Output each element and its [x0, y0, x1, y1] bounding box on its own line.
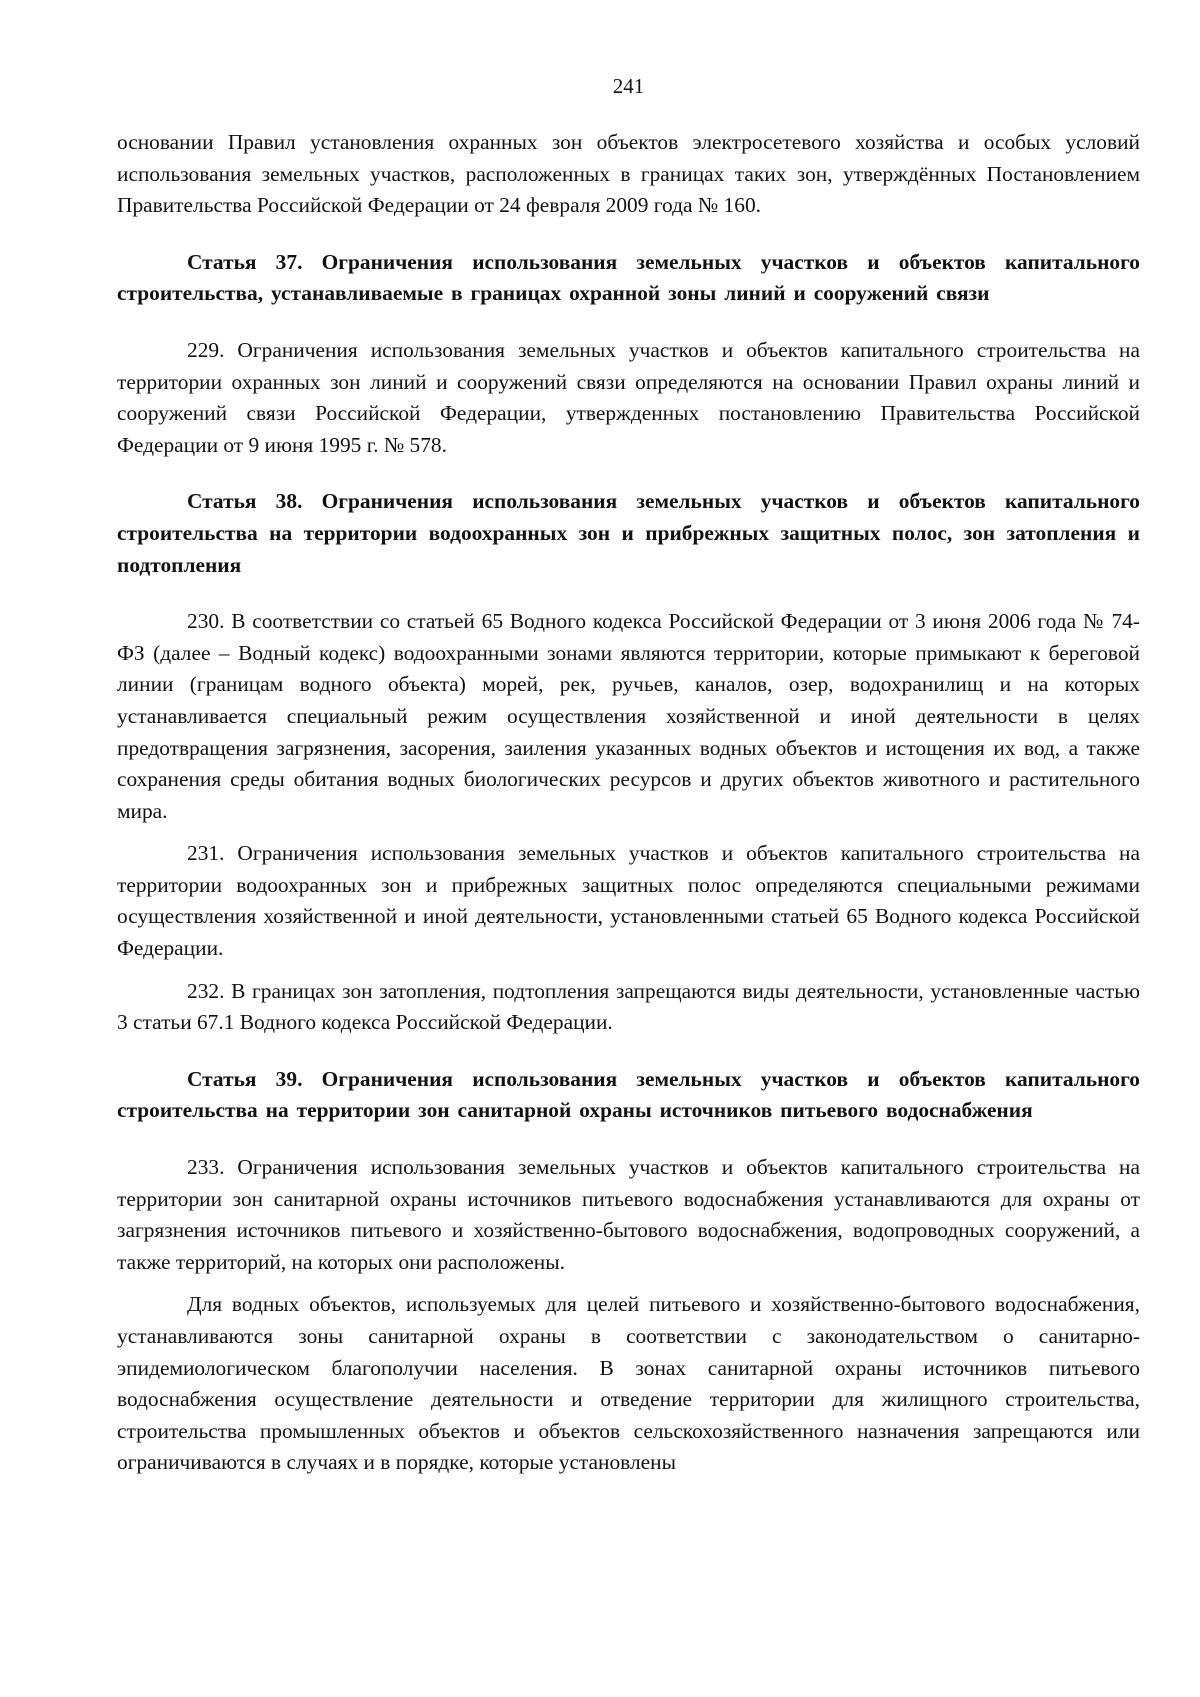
paragraph-233-continuation: Для водных объектов, используемых для целей питьевого и хозяйственно-бытового водоснабжения, устанавливаются зоны санитарной охраны в соответствии с законодательством о санитарно-эпидемиологическом благополучии населения. В зонах санитарной охраны источников питьевого водоснабжения осуществление деятельности и отведение территории для жилищного строительства, строительства промышленных объектов и объектов сельскохозяйственного назначения запрещаются или ограничиваются в случаях и в порядке, которые установлены: [117, 1292, 1140, 1475]
paragraph-229: 229. Ограничения использования земельных участков и объектов капитального строительства на территории охранных зон линий и сооружений связи определяются на основании Правил охраны линий и сооружений связи Российской Федерации, утвержденных постановлению Правительства Российской Федерации от 9 июня 1995 г. № 578.: [117, 337, 1140, 457]
page-number: 241: [612, 74, 645, 98]
document-body: [117, 127, 1140, 1479]
article-38-heading: Статья 38. Ограничения использования земельных участков и объектов капитального строительства на территории водоохранных зон и прибрежных защитных полос, зон затопления и подтопления: [117, 489, 1140, 577]
article-37-heading: Статья 37. Ограничения использования земельных участков и объектов капитального строительства, устанавливаемые в границах охранной зоны линий и сооружений связи: [117, 249, 1140, 306]
paragraph-231: 231. Ограничения использования земельных участков и объектов капитального строительства на территории водоохранных зон и прибрежных защитных полос определяются специальными режимами осуществления хозяйственной и иной деятельности, установленными статьей 65 Водного кодекса Российской Федерации.: [117, 841, 1140, 961]
article-39-heading: Статья 39. Ограничения использования земельных участков и объектов капитального строительства на территории зон санитарной охраны источников питьевого водоснабжения: [117, 1066, 1140, 1123]
paragraph-232: 232. В границах зон затопления, подтопления запрещаются виды деятельности, установленные частью 3 статьи 67.1 Водного кодекса Российской Федерации.: [117, 978, 1140, 1035]
document-page: [117, 0, 1140, 1697]
paragraph-230: 230. В соответствии со статьей 65 Водного кодекса Российской Федерации от 3 июня 2006 года № 74-ФЗ (далее – Водный кодекс) водоохранными зонами являются территории, которые примыкают к береговой линии (границам водного объекта) морей, рек, ручьев, каналов, озер, водохранилищ и на которых устанавливается специальный режим осуществления хозяйственной и иной деятельности в целях предотвращения загрязнения, засорения, заиления указанных водных объектов и истощения их вод, а также сохранения среды обитания водных биологических ресурсов и других объектов животного и растительного мира.: [117, 609, 1140, 823]
paragraph-233: 233. Ограничения использования земельных участков и объектов капитального строительства на территории зон санитарной охраны источников питьевого водоснабжения устанавливаются для охраны от загрязнения источников питьевого и хозяйственно-бытового водоснабжения, водопроводных сооружений, а также территорий, на которых они расположены.: [117, 1155, 1140, 1274]
continuation-paragraph: основании Правил установления охранных зон объектов электросетевого хозяйства и особых условий использования земельных участков, расположенных в границах таких зон, утверждённых Постановлением Правительства Российской Федерации от 24 февраля 2009 года № 160.: [117, 130, 1140, 218]
